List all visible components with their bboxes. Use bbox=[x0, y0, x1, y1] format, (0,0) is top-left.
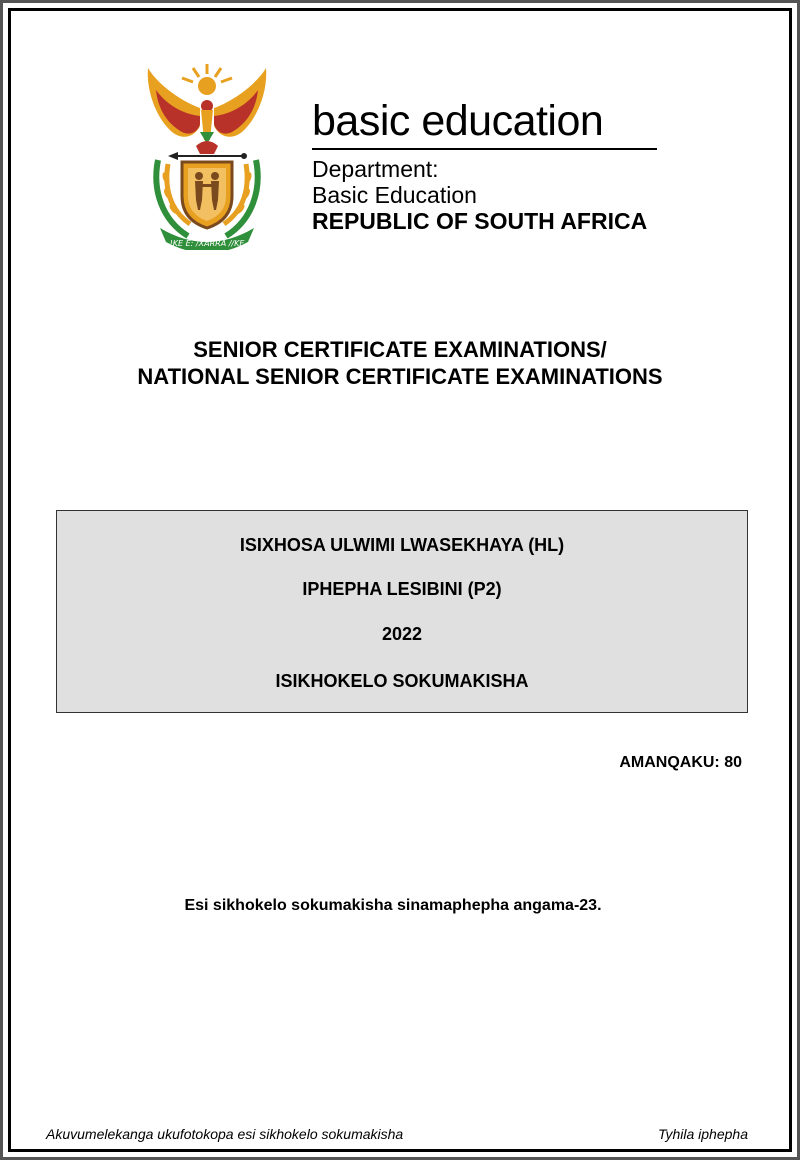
subject-info-box bbox=[56, 510, 748, 713]
brand-title: basic education bbox=[312, 96, 657, 150]
department-branding bbox=[312, 96, 657, 234]
copyright-notice: Akuvumelekanga ukufotokopa esi sikhokelo sokumakisha bbox=[46, 1126, 404, 1142]
exam-heading bbox=[0, 336, 800, 390]
sun-icon bbox=[182, 64, 232, 95]
total-marks: AMANQAKU: 80 bbox=[619, 754, 742, 771]
exam-year: 2022 bbox=[381, 624, 423, 644]
motto-text: !KE E: /XARRA //KE bbox=[169, 239, 245, 248]
department-name: Basic Education bbox=[312, 182, 477, 208]
paper-number: IPHEPHA LESIBINI (P2) bbox=[302, 579, 502, 599]
department-label: Department: bbox=[312, 156, 439, 182]
exam-heading-line-2: NATIONAL SENIOR CERTIFICATE EXAMINATIONS bbox=[137, 364, 663, 389]
country-name: REPUBLIC OF SOUTH AFRICA bbox=[312, 208, 648, 234]
coat-of-arms-emblem bbox=[138, 60, 276, 250]
protea-icon bbox=[196, 141, 218, 154]
secretary-bird-icon bbox=[200, 100, 214, 144]
page-count-note: Esi sikhokelo sokumakisha sinamaphepha angama-23. bbox=[184, 897, 602, 914]
document-type: ISIKHOKELO SOKUMAKISHA bbox=[275, 671, 529, 691]
subject-name: ISIXHOSA ULWIMI LWASEKHAYA (HL) bbox=[239, 535, 565, 555]
shield-icon bbox=[182, 162, 232, 228]
exam-heading-line-1: SENIOR CERTIFICATE EXAMINATIONS/ bbox=[193, 337, 607, 362]
motto-banner bbox=[160, 228, 254, 250]
turn-over-note: Tyhila iphepha bbox=[657, 1126, 748, 1142]
